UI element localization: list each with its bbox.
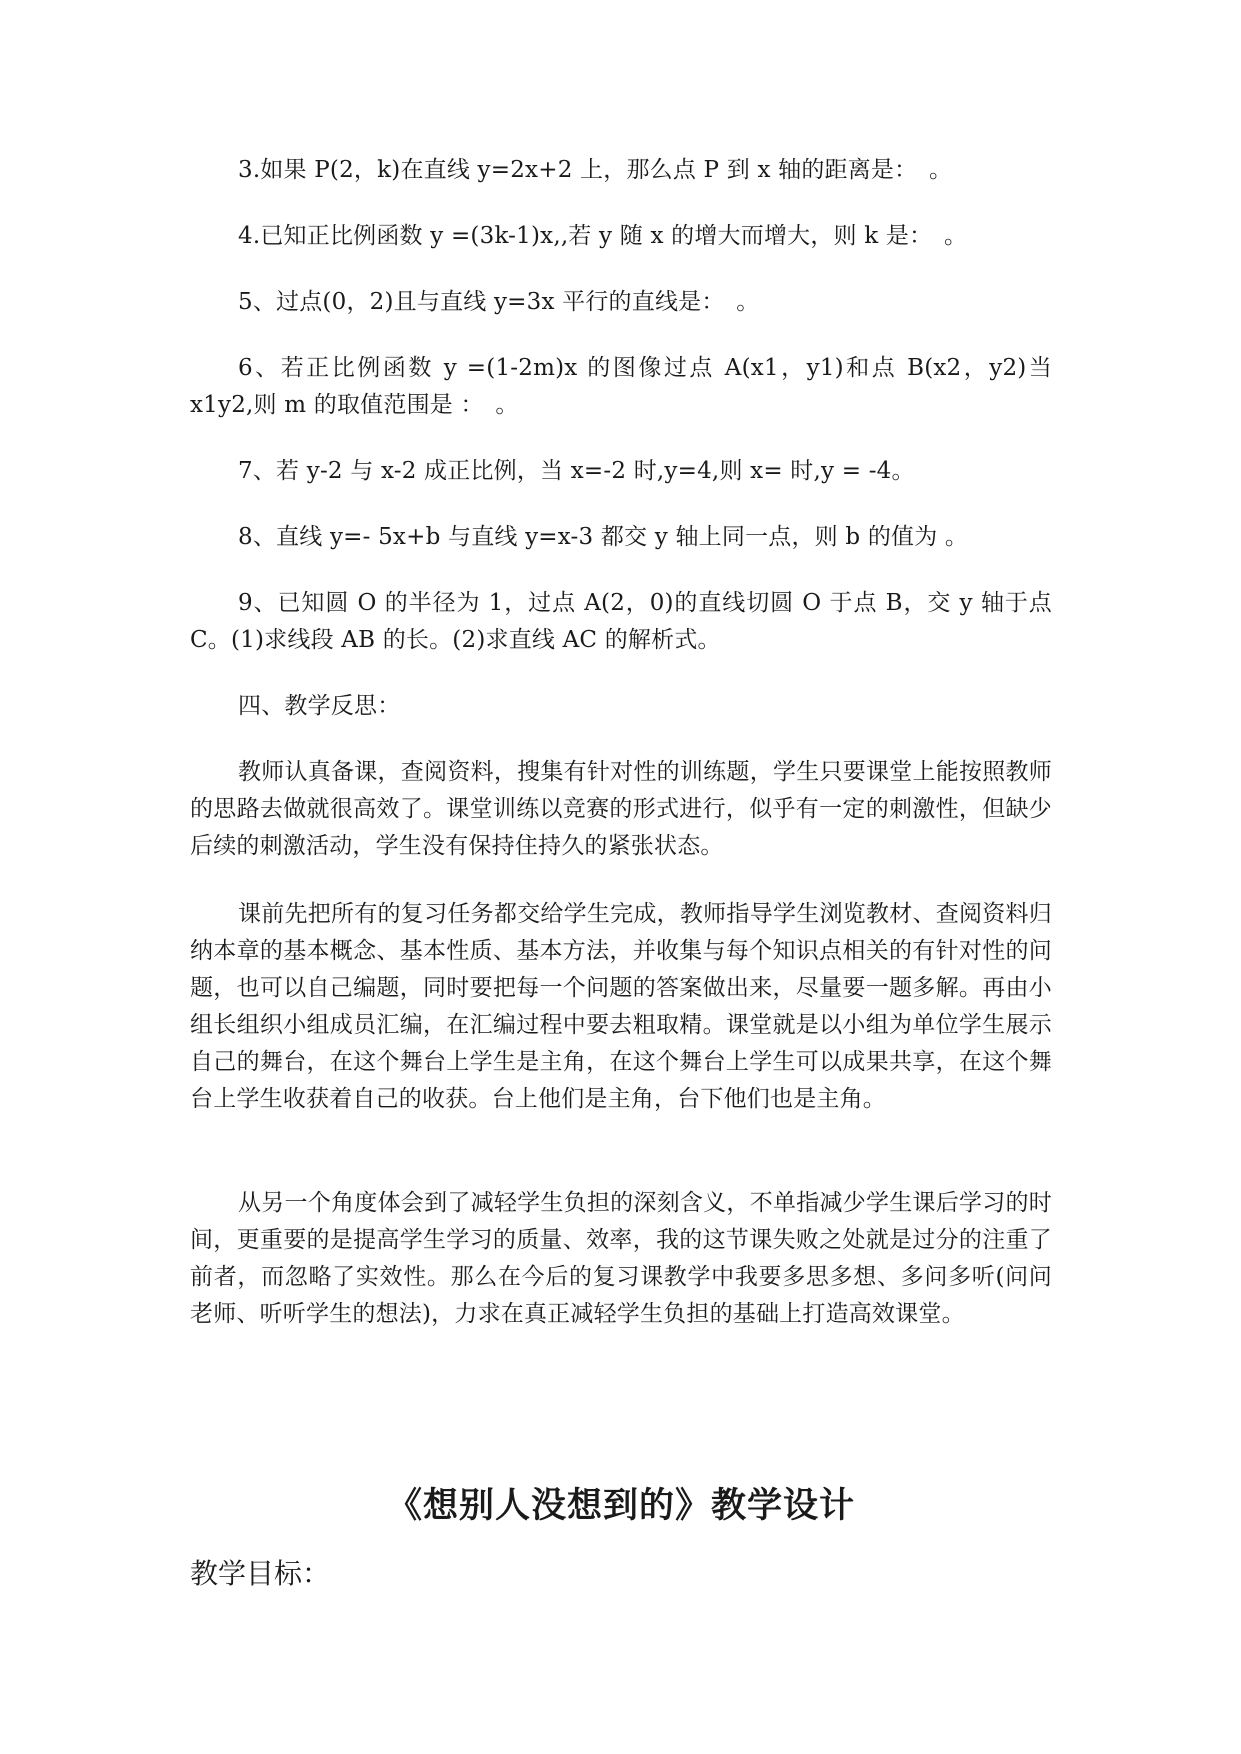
question-5: 5、过点(0，2)且与直线 y=3x 平行的直线是： 。 (238, 289, 760, 315)
question-6: 6、若正比例函数 y =(1-2m)x 的图像过点 A(x1，y1)和点 B(x2，y2)当 x1y2,则 m 的取值范围是 ： 。 (190, 355, 1052, 418)
reflection-paragraph-1: 教师认真备课，查阅资料，搜集有针对性的训练题，学生只要课堂上能按照教师的思路去做就很高效了。课堂训练以竞赛的形式进行，似乎有一定的刺激性，但缺少后续的刺激活动，学生没有保持住持久的紧张状态。 (190, 759, 1052, 859)
question-7: 7、若 y-2 与 x-2 成正比例，当 x=-2 时,y=4,则 x= 时,y = -4。 (238, 458, 915, 484)
question-3: 3.如果 P(2，k)在直线 y=2x+2 上，那么点 P 到 x 轴的距离是： 。 (238, 157, 953, 183)
reflection-paragraph-3: 从另一个角度体会到了减轻学生负担的深刻含义，不单指减少学生课后学习的时间，更重要的是提高学生学习的质量、效率，我的这节课失败之处就是过分的注重了前者，而忽略了实效性。那么在今后的复习课教学中我要多思多想、多问多听(问问老师、听听学生的想法)，力求在真正减轻学生负担的基础上打造高效课堂。 (190, 1190, 1052, 1327)
reflection-paragraph-2: 课前先把所有的复习任务都交给学生完成，教师指导学生浏览教材、查阅资料归纳本章的基本概念、基本性质、基本方法，并收集与每个知识点相关的有针对性的问题，也可以自己编题，同时要把每一个问题的答案做出来，尽量要一题多解。再由小组长组织小组成员汇编，在汇编过程中要去粗取精。课堂就是以小组为单位学生展示自己的舞台，在这个舞台上学生是主角，在这个舞台上学生可以成果共享，在这个舞台上学生收获着自己的收获。台上他们是主角，台下他们也是主角。 (190, 901, 1052, 1112)
teaching-goals-heading: 教学目标： (190, 1557, 331, 1590)
reflection-heading: 四、教学反思： (238, 693, 401, 719)
question-8: 8、直线 y=- 5x+b 与直线 y=x-3 都交 y 轴上同一点，则 b 的值为 。 (238, 524, 969, 550)
question-9: 9、已知圆 O 的半径为 1，过点 A(2，0)的直线切圆 O 于点 B，交 y 轴于点 C。(1)求线段 AB 的长。(2)求直线 AC 的解析式。 (190, 590, 1052, 653)
question-4: 4.已知正比例函数 y =(3k-1)x,,若 y 随 x 的增大而增大，则 k 是： 。 (238, 223, 968, 249)
section-title: 《想别人没想到的》教学设计 (386, 1485, 855, 1526)
